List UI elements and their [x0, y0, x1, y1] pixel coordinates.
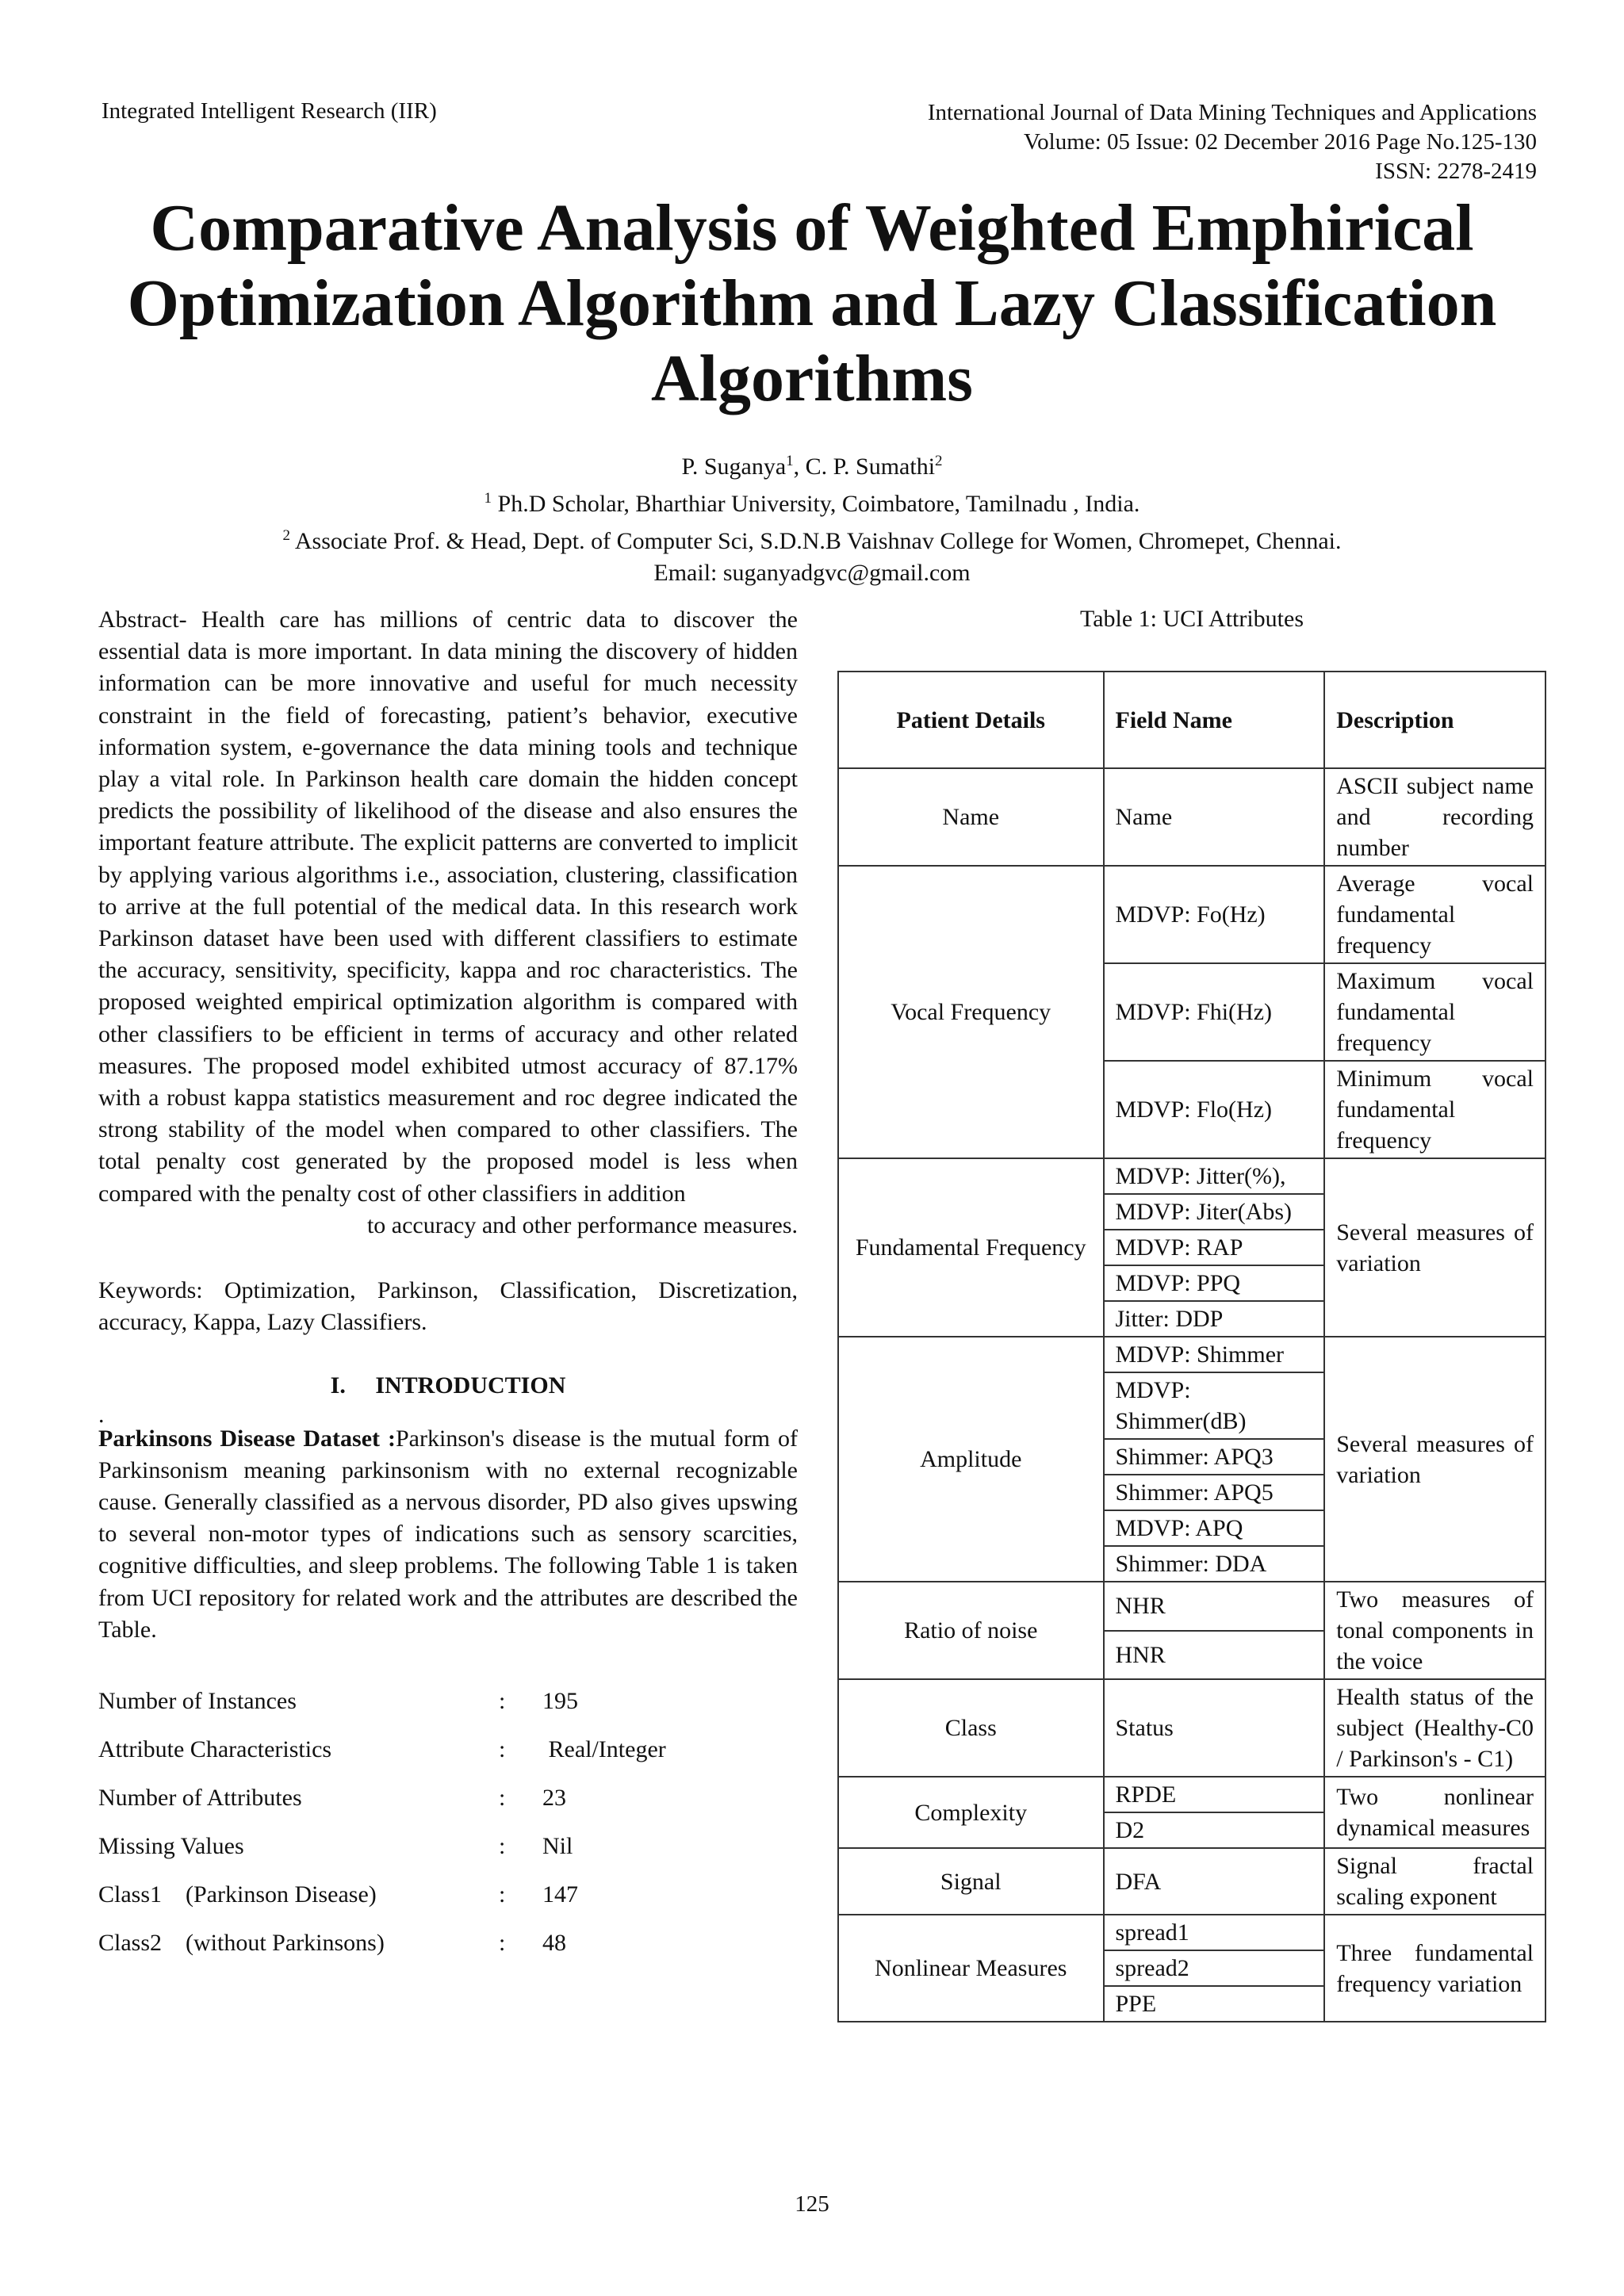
journal-name: International Journal of Data Mining Techniques and Applications — [927, 100, 1537, 125]
description-cell: Average vocal fundamental frequency — [1324, 866, 1545, 963]
field-cell: Shimmer: APQ5 — [1104, 1475, 1325, 1510]
table-row — [838, 1848, 1545, 1915]
field-cell: spread1 — [1104, 1915, 1325, 1950]
group-cell: Ratio of noise — [838, 1582, 1104, 1679]
journal-publisher: Integrated Intelligent Research (IIR) — [102, 98, 437, 124]
author-email: Email: suganyadgvc@gmail.com — [653, 560, 971, 586]
field-cell: MDVP: Flo(Hz) — [1104, 1061, 1325, 1158]
journal-volume: Volume: 05 Issue: 02 December 2016 Page No.125-130 — [1023, 129, 1537, 155]
keywords: Keywords: Optimization, Parkinson, Classification, Discretization, accuracy, Kappa, Lazy Classifiers. — [98, 1277, 798, 1336]
journal-info — [928, 98, 1537, 186]
abstract-last-line: to accuracy and other performance measures. — [366, 1211, 798, 1238]
field-cell: MDVP: Shimmer(dB) — [1104, 1372, 1325, 1439]
stat-label: Number of Attributes — [98, 1785, 302, 1812]
stat-label: Class1 (Parkinson Disease) — [98, 1881, 377, 1908]
section-heading — [98, 1370, 798, 1402]
stat-value: 23 — [542, 1785, 566, 1812]
stat-row — [98, 1734, 798, 1782]
group-cell: Fundamental Frequency — [838, 1158, 1104, 1337]
description-cell: Signal fractal scaling exponent — [1324, 1848, 1545, 1915]
field-cell: MDVP: PPQ — [1104, 1265, 1325, 1301]
uci-attributes-table — [837, 671, 1546, 2022]
intro-bold-lead: Parkinsons Disease Dataset : — [98, 1425, 396, 1452]
affiliation-1 — [87, 483, 1537, 520]
table-row — [838, 768, 1545, 866]
description-cell: Maximum vocal fundamental frequency — [1324, 963, 1545, 1061]
table-row — [838, 1582, 1545, 1631]
field-cell: D2 — [1104, 1812, 1325, 1848]
stat-row — [98, 1686, 798, 1734]
group-cell: Name — [838, 768, 1104, 866]
stat-value: Real/Integer — [542, 1736, 666, 1763]
description-cell: Two nonlinear dynamical measures — [1324, 1777, 1545, 1848]
affiliation-2-sup: 2 — [282, 527, 291, 544]
description-cell: ASCII subject name and recording number — [1324, 768, 1545, 866]
author-2: C. P. Sumathi — [805, 453, 936, 480]
field-cell: Status — [1104, 1679, 1325, 1777]
stat-colon: : — [499, 1930, 506, 1957]
stat-value: 48 — [542, 1930, 566, 1957]
header-description: Description — [1324, 672, 1545, 768]
field-cell: MDVP: RAP — [1104, 1230, 1325, 1265]
table-header-row — [838, 672, 1545, 768]
section-title: INTRODUCTION — [375, 1372, 566, 1399]
group-cell: Signal — [838, 1848, 1104, 1915]
stat-label: Attribute Characteristics — [98, 1736, 332, 1763]
group-cell: Nonlinear Measures — [838, 1915, 1104, 2022]
page-number: 125 — [795, 2191, 829, 2217]
table-caption: Table 1: UCI Attributes — [1079, 606, 1304, 632]
description-cell: Two measures of tonal components in the voice — [1324, 1582, 1545, 1679]
author-2-sup: 2 — [935, 453, 943, 469]
stat-value: 195 — [542, 1688, 578, 1715]
description-cell: Several measures of variation — [1324, 1337, 1545, 1582]
description-cell: Minimum vocal fundamental frequency — [1324, 1061, 1545, 1158]
field-cell: Name — [1104, 768, 1325, 866]
abstract-body: Abstract- Health care has millions of centric data to discover the essential data is more important. In data mining the discovery of hidden information can be more innovative and useful for much necessity constraint in the field of forecasting, patient’s behavior, executive information system, e-governance the data mining tools and technique play a vital role. In Parkinson health care domain the hidden concept predicts the possibility of likelihood of the disease and also ensures the important feature attribute. The explicit patterns are converted to implicit by applying various algorithms i.e., association, clustering, classification to arrive at the full potential of the medical data. In this research work Parkinson dataset have been used with different classifiers to estimate the accuracy, sensitivity, specificity, kappa and roc characteristics. The proposed weighted empirical optimization algorithm is compared with other classifiers to be efficient in terms of accuracy and other related measures. The proposed model exhibited utmost accuracy of 87.17% with a robust kappa statistics measurement and roc degree indicated the strong stability of the model when compared to other classifiers. The total penalty cost generated by the proposed model is less when compared with the penalty cost of other classifiers in addition — [98, 607, 798, 1207]
table-row — [838, 1915, 1545, 1950]
field-cell: Shimmer: APQ3 — [1104, 1439, 1325, 1475]
description-cell: Three fundamental frequency variation — [1324, 1915, 1545, 2022]
description-cell: Health status of the subject (Healthy-C0 / Parkinson's - C1) — [1324, 1679, 1545, 1777]
field-cell: Jitter: DDP — [1104, 1301, 1325, 1337]
left-column — [98, 604, 798, 1976]
author-1-sup: 1 — [786, 453, 794, 469]
group-cell: Complexity — [838, 1777, 1104, 1848]
stat-row — [98, 1879, 798, 1927]
field-cell: RPDE — [1104, 1777, 1325, 1812]
group-cell: Amplitude — [838, 1337, 1104, 1582]
stray-dot: . — [98, 1401, 105, 1428]
stat-label: Missing Values — [98, 1833, 244, 1860]
field-cell: MDVP: Shimmer — [1104, 1337, 1325, 1372]
field-cell: MDVP: Fhi(Hz) — [1104, 963, 1325, 1061]
field-cell: DFA — [1104, 1848, 1325, 1915]
affiliation-1-sup: 1 — [484, 490, 492, 507]
journal-issn: ISSN: 2278-2419 — [1375, 159, 1537, 184]
stat-row — [98, 1927, 798, 1976]
paper-title: Comparative Analysis of Weighted Emphirical Optimization Algorithm and Lazy Classification Algorithms — [127, 191, 1497, 415]
field-cell: spread2 — [1104, 1950, 1325, 1986]
affiliation-1-text: Ph.D Scholar, Bharthiar University, Coimbatore, Tamilnadu , India. — [492, 491, 1140, 517]
stat-value: 147 — [542, 1881, 578, 1908]
stat-row — [98, 1782, 798, 1831]
header-patient-details: Patient Details — [838, 672, 1104, 768]
field-cell: HNR — [1104, 1631, 1325, 1680]
stat-label: Number of Instances — [98, 1688, 297, 1715]
field-cell: MDVP: APQ — [1104, 1510, 1325, 1546]
field-cell: MDVP: Jitter(%), — [1104, 1158, 1325, 1194]
intro-paragraph — [98, 1423, 798, 1646]
author-line — [87, 446, 1537, 483]
table-row — [838, 866, 1545, 963]
table-row — [838, 1777, 1545, 1812]
section-number: I. — [330, 1372, 346, 1399]
stat-colon: : — [499, 1736, 506, 1763]
description-cell: Several measures of variation — [1324, 1158, 1545, 1337]
stat-colon: : — [499, 1688, 506, 1715]
table-row — [838, 1158, 1545, 1194]
table-row — [838, 1337, 1545, 1372]
dataset-stats — [98, 1686, 798, 1976]
field-cell: MDVP: Jiter(Abs) — [1104, 1194, 1325, 1230]
stat-colon: : — [499, 1785, 506, 1812]
field-cell: MDVP: Fo(Hz) — [1104, 866, 1325, 963]
author-1: P. Suganya — [681, 453, 787, 480]
affiliation-2 — [87, 520, 1537, 557]
table-row — [838, 1679, 1545, 1777]
stat-colon: : — [499, 1881, 506, 1908]
stat-row — [98, 1831, 798, 1879]
field-cell: Shimmer: DDA — [1104, 1546, 1325, 1582]
stat-colon: : — [499, 1833, 506, 1860]
stat-value: Nil — [542, 1833, 573, 1860]
group-cell: Vocal Frequency — [838, 866, 1104, 1158]
author-separator: , — [793, 453, 806, 480]
affiliation-2-text: Associate Prof. & Head, Dept. of Computer Sci, S.D.N.B Vaishnav College for Women, Chromepet, Chennai. — [290, 528, 1342, 554]
stat-label: Class2 (without Parkinsons) — [98, 1930, 385, 1957]
intro-text: Parkinson's disease is the mutual form of Parkinsonism meaning parkinsonism with no external recognizable cause. Generally classified as a nervous disorder, PD also gives upswing to several non-motor types of indications such as sensory scarcities, cognitive difficulties, and sleep problems. The following Table 1 is taken from UCI repository for related work and the attributes are described the Table. — [98, 1425, 798, 1643]
field-cell: PPE — [1104, 1986, 1325, 2022]
field-cell: NHR — [1104, 1582, 1325, 1631]
authors-block — [87, 446, 1537, 589]
group-cell: Class — [838, 1679, 1104, 1777]
header-field-name: Field Name — [1104, 672, 1325, 768]
